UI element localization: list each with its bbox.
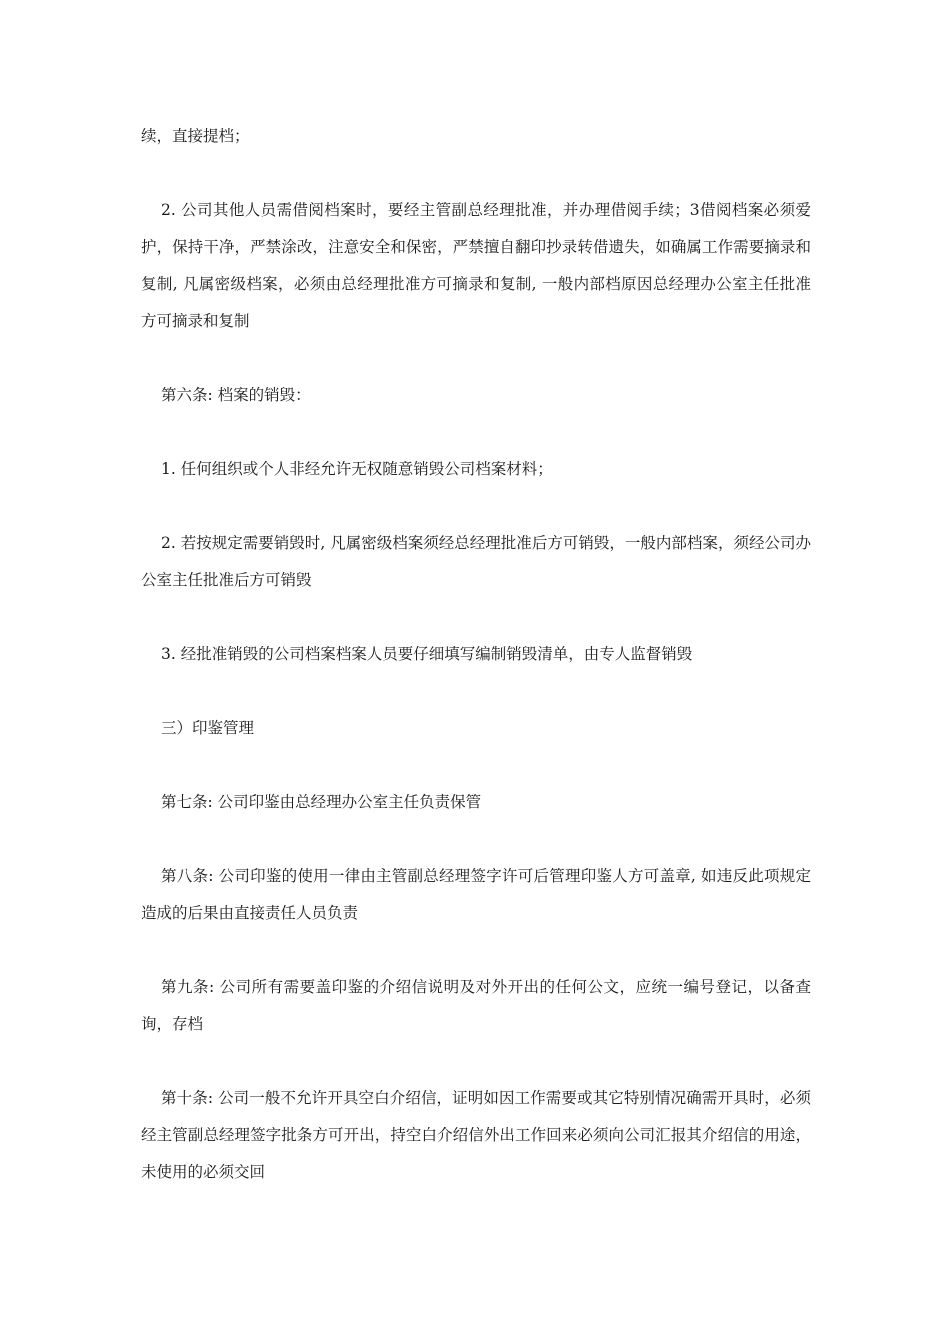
article-eight: 第八条: 公司印鉴的使用一律由主管副总经理签字许可后管理印鉴人方可盖章, 如违反此项规定造成的后果由直接责任人员负责 — [141, 867, 811, 922]
paragraph-destruction-item-2: 2. 若按规定需要销毁时, 凡属密级档案须经总经理批准后方可销毁，一般内部档案，须经公司办公室主任批准后方可销毁 — [141, 534, 811, 589]
article-seven: 第七条: 公司印鉴由总经理办公室主任负责保管 — [161, 793, 482, 811]
paragraph-destruction-item-3: 3. 经批准销毁的公司档案档案人员要仔细填写编制销毁清单，由专人监督销毁 — [161, 645, 693, 663]
paragraph-continuation: 续，直接提档； — [141, 127, 250, 145]
paragraph-destruction-item-1: 1. 任何组织或个人非经允许无权随意销毁公司档案材料； — [161, 460, 553, 478]
paragraph-borrowing-rules: 2. 公司其他人员需借阅档案时，要经主管副总经理批准，并办理借阅手续；3借阅档案必须爱护，保持干净，严禁涂改，注意安全和保密，严禁擅自翻印抄录转借遗失，如确属工作需要摘录和复制, 凡属密级档案，必须由总经理批准方可摘录和复制, 一般内部档原因总经理办公室主任批准方可摘录和复制 — [141, 201, 811, 330]
article-nine: 第九条: 公司所有需要盖印鉴的介绍信说明及对外开出的任何公文，应统一编号登记，以备查询，存档 — [141, 978, 811, 1033]
document-body — [141, 118, 811, 1228]
section-seal-management-heading: 三）印鉴管理 — [161, 719, 255, 737]
article-six-heading: 第六条: 档案的销毁： — [161, 386, 311, 404]
article-ten: 第十条: 公司一般不允许开具空白介绍信，证明如因工作需要或其它特别情况确需开具时，必须经主管副总经理签字批条方可开出，持空白介绍信外出工作回来必须向公司汇报其介绍信的用途，未使用的必须交回 — [141, 1089, 811, 1181]
